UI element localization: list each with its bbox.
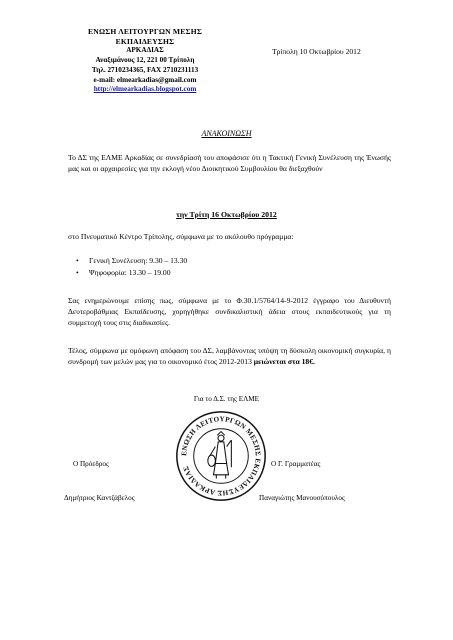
secretary-name: Παναγιώτης Μανουσόπουλος <box>259 494 345 502</box>
secretary-title: Ο Γ. Γραμματέας <box>271 460 321 468</box>
president-title: Ο Πρόεδρος <box>73 460 109 468</box>
blog-link[interactable]: http://elmearkadias.blogspot.com <box>93 85 197 94</box>
org-address: Αναξιμάνους 12, 221 00 Τρίπολη <box>95 56 195 65</box>
notice-paragraph: Σας ενημερώνουμε επίσης πως, σύμφωνα με το Φ.30.1/5764/14-9-2012 έγγραφο του Διευθυντή Δευτεροβάθμιας Εκπαίδευσης, χορηγήθηκε συνδικαλιστική άδεια στους εκπαιδευτικούς για τη συμμετοχή τους στις διαδικασίες. <box>68 296 391 327</box>
org-region: ΑΡΚΑΔΙΑΣ <box>126 46 164 55</box>
organization-seal <box>174 409 268 503</box>
athena-figure-icon <box>208 432 232 479</box>
letterhead <box>60 27 230 95</box>
org-email: e-mail: elmearkadias@gmail.com <box>93 75 197 84</box>
document-title: ΑΝΑΚΟΙΝΩΣΗ <box>201 129 252 138</box>
fee-text: Τέλος, σύμφωνα με ομόφωνη απόφαση του ΔΣ, λαμβάνοντας υπόψη τη δύσκολη οικονομική συγκυρία, η συνδρομή των μελών μας για το οικονομικό έτος 2012-2013 <box>68 346 391 366</box>
fee-paragraph <box>68 345 391 367</box>
fee-amount: μειώνεται στα 18€. <box>253 357 315 366</box>
board-signature-label: Για το Δ.Σ. της ΕΛΜΕ <box>193 395 260 403</box>
venue-line: στο Πνευματικό Κέντρο Τρίπολης, σύμφωνα με το ακόλουθο πρόγραμμα: <box>68 232 294 241</box>
document-date: Τρίπολη 10 Οκτωβρίου 2012 <box>272 47 361 56</box>
svg-text:ΕΝΩΣΗ ΛΕΙΤΟΥΡΓΩΝ ΜΕΣΗΣ ΕΚΠΑΙΔΕ <box>180 415 262 497</box>
schedule-list <box>76 255 187 279</box>
president-name: Δημήτριος Καντζάβελος <box>64 494 135 502</box>
meeting-day: την Τρίτη 16 Οκτωβρίου 2012 <box>176 210 277 219</box>
org-name: ΕΝΩΣΗ ΛΕΙΤΟΥΡΓΩΝ ΜΕΣΗΣ ΕΚΠΑΙΔΕΥΣΗΣ <box>88 27 202 46</box>
seal-text: ΕΝΩΣΗ ΛΕΙΤΟΥΡΓΩΝ ΜΕΣΗΣ ΕΚΠΑΙΔΕΥΣΗΣ ΑΡΚΑΔΙΑΣ <box>180 415 262 497</box>
org-phones: Τηλ. 2710234365, FAX 2710231113 <box>91 65 199 74</box>
intro-paragraph: Το ΔΣ της ΕΛΜΕ Αρκαδίας σε συνεδρίασή του αποφάσισε ότι η Τακτική Γενική Συνέλευση της Ένωσής μας και οι αρχαιρεσίες για την εκλογή νέου Διοικητικού Συμβουλίου θα διεξαχθούν <box>68 153 391 173</box>
schedule-item: • Ψηφοφορία: 13.30 – 19.00 <box>76 267 187 279</box>
schedule-item: • Γενική Συνέλευση: 9.30 – 13.30 <box>76 255 187 267</box>
